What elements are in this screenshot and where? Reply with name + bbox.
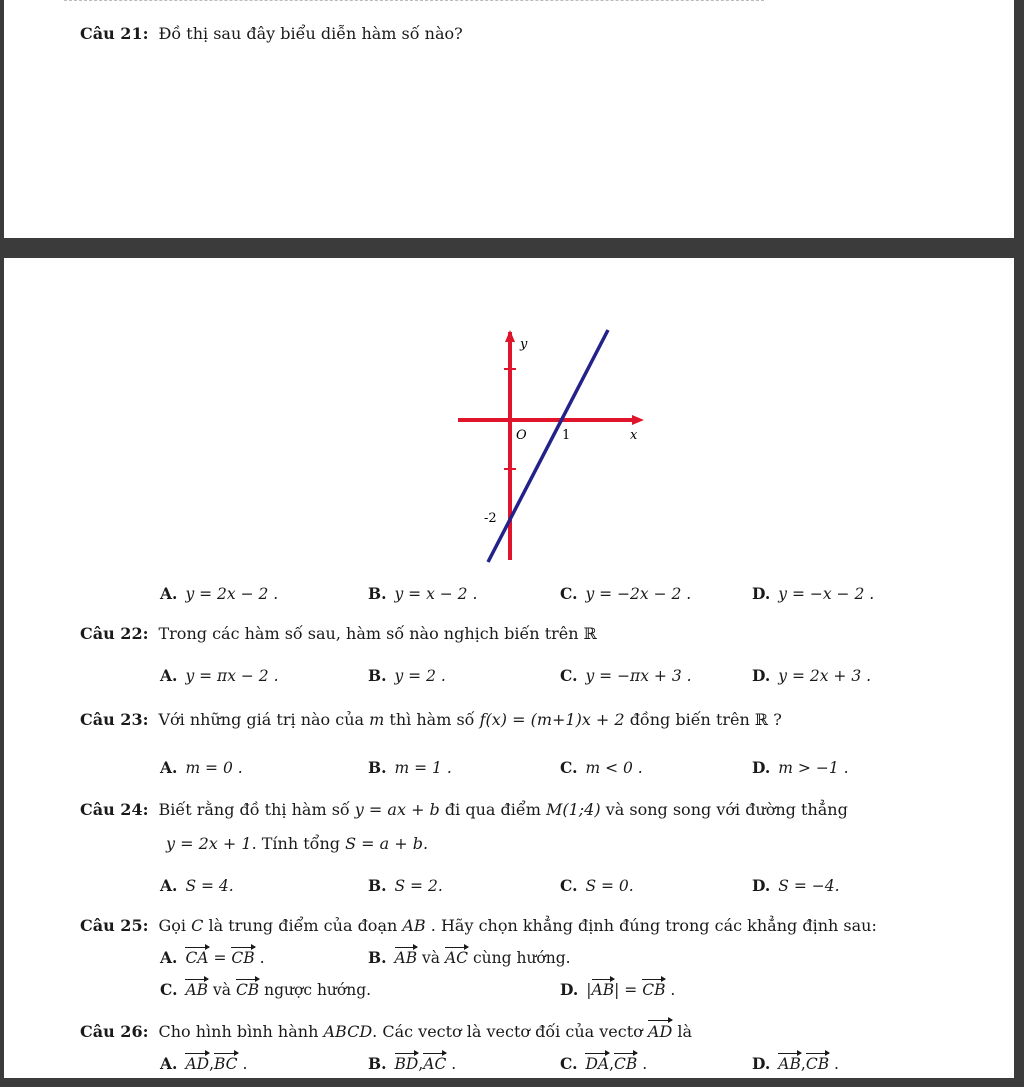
option-value: S = 4. — [185, 877, 234, 895]
question-24-line-2 — [166, 834, 428, 853]
question-25-label: Câu 25: — [80, 916, 149, 935]
option-value: m = 0 . — [185, 759, 243, 777]
option-value: y = 2x + 3 . — [778, 667, 872, 685]
option-key: D. — [752, 584, 771, 603]
question-26-text-a: Cho hình bình hành — [158, 1022, 319, 1041]
option-key: C. — [560, 666, 578, 685]
vector: AC — [423, 1055, 447, 1073]
question-26-label: Câu 26: — [80, 1022, 149, 1041]
option-key: B. — [368, 666, 387, 685]
question-24-point: M(1;4) — [545, 800, 601, 819]
option-value: y = −2x − 2 . — [585, 585, 692, 603]
option-value: y = 2x − 2 . — [185, 585, 279, 603]
question-24-text-c: và song song với đường thẳng — [605, 800, 848, 819]
equals: = — [213, 949, 227, 967]
question-25-text-c: . Hãy chọn khẳng định đúng trong các khẳng định sau: — [430, 916, 877, 935]
option-end: cùng hướng. — [472, 949, 571, 967]
q26-option-c[interactable]: C. DA,CB . — [560, 1054, 648, 1073]
vector: CA — [185, 949, 209, 967]
option-key: B. — [368, 1054, 387, 1073]
option-value: m > −1 . — [778, 759, 849, 777]
question-21 — [80, 24, 463, 43]
q21-option-a[interactable] — [160, 584, 278, 603]
option-key: A. — [160, 666, 178, 685]
question-24-text-b: đi qua điểm — [444, 800, 541, 819]
question-24-line2-text: . Tính tổng — [251, 834, 340, 853]
question-22-text: Trong các hàm số sau, hàm số nào nghịch biến trên ℝ — [158, 624, 597, 643]
page-top-edge — [64, 0, 764, 3]
question-24-label: Câu 24: — [80, 800, 149, 819]
question-25-segment: AB — [402, 916, 426, 935]
q26-option-b[interactable]: B. BD,AC . — [368, 1054, 457, 1073]
q21-option-b[interactable] — [368, 584, 477, 603]
q24-option-d[interactable] — [752, 876, 840, 895]
q21-option-d[interactable] — [752, 584, 874, 603]
x-intercept-label: 1 — [562, 428, 571, 443]
q24-option-a[interactable] — [160, 876, 234, 895]
question-24 — [80, 800, 848, 819]
q23-option-d[interactable] — [752, 758, 849, 777]
page-main — [4, 258, 1014, 1078]
option-value: m < 0 . — [585, 759, 643, 777]
option-value: y = πx − 2 . — [185, 667, 279, 685]
q25-option-d[interactable]: D. |AB| = CB . — [560, 980, 676, 999]
page-top — [4, 0, 1014, 238]
option-end: ngược hướng. — [264, 981, 372, 999]
y-axis-label: y — [520, 337, 528, 352]
option-value: y = 2 . — [394, 667, 446, 685]
option-mid: và — [422, 949, 441, 967]
option-key: A. — [160, 584, 178, 603]
x-axis-arrow — [632, 415, 644, 425]
vector: BD — [394, 1055, 419, 1073]
option-key: B. — [368, 948, 387, 967]
function-graph — [444, 326, 664, 566]
y-intercept-label: -2 — [484, 511, 497, 526]
q26-option-d[interactable]: D. AB,CB . — [752, 1054, 839, 1073]
option-key: D. — [560, 980, 579, 999]
q24-option-b[interactable] — [368, 876, 443, 895]
option-key: C. — [560, 1054, 578, 1073]
question-24-line-equation: y = 2x + 1 — [166, 834, 252, 853]
q21-option-c[interactable] — [560, 584, 691, 603]
option-key: D. — [752, 666, 771, 685]
question-24-function: y = ax + b — [354, 800, 440, 819]
question-21-label: Câu 21: — [80, 24, 149, 43]
question-26-text-b: . Các vectơ là vectơ đối của vectơ — [372, 1022, 643, 1041]
option-key: C. — [160, 980, 178, 999]
question-26-text-c: là — [677, 1022, 693, 1041]
question-23 — [80, 710, 782, 729]
question-25 — [80, 916, 877, 935]
option-key: D. — [752, 876, 771, 895]
question-23-function: f(x) = (m+1)x + 2 — [479, 710, 625, 729]
equals: = — [624, 981, 638, 999]
vector: AB — [591, 981, 615, 999]
vector: CB — [642, 981, 666, 999]
question-23-text-c: đồng biến trên ℝ ? — [629, 710, 782, 729]
q26-option-a[interactable]: A. AD,BC . — [160, 1054, 248, 1073]
vector: AB — [185, 981, 209, 999]
q22-option-a[interactable] — [160, 666, 279, 685]
option-value: y = −x − 2 . — [778, 585, 875, 603]
question-26-shape: ABCD — [323, 1022, 373, 1041]
function-line — [488, 330, 608, 562]
question-25-text-b: là trung điểm của đoạn — [208, 916, 398, 935]
option-key: A. — [160, 758, 178, 777]
vector: CB — [805, 1055, 830, 1073]
option-key: B. — [368, 584, 387, 603]
question-24-text-a: Biết rằng đồ thị hàm số — [158, 800, 350, 819]
question-23-label: Câu 23: — [80, 710, 149, 729]
vector: AB — [394, 949, 418, 967]
question-25-var: C — [191, 916, 204, 935]
vector: CB — [614, 1055, 638, 1073]
option-key: D. — [752, 1054, 771, 1073]
option-end: . — [670, 981, 676, 999]
vector: AB — [778, 1055, 801, 1073]
vector: AD — [647, 1022, 673, 1041]
x-axis-label: x — [630, 428, 638, 443]
vector: CB — [231, 949, 255, 967]
option-key: A. — [160, 948, 178, 967]
vector: AC — [444, 949, 469, 967]
vector: DA — [585, 1055, 610, 1073]
question-23-text-a: Với những giá trị nào của — [158, 710, 365, 729]
question-23-var: m — [369, 710, 385, 729]
option-value: y = −πx + 3 . — [585, 667, 692, 685]
q25-option-c[interactable] — [160, 980, 371, 999]
origin-label: O — [516, 428, 527, 443]
q22-option-b[interactable] — [368, 666, 446, 685]
option-key: B. — [368, 876, 387, 895]
option-value: m = 1 . — [394, 759, 452, 777]
question-26 — [80, 1022, 692, 1041]
question-22 — [80, 624, 597, 643]
option-mid: và — [213, 981, 231, 999]
option-key: A. — [160, 1054, 178, 1073]
question-25-text-a: Gọi — [158, 916, 187, 935]
option-end: . — [259, 949, 265, 967]
q23-option-b[interactable] — [368, 758, 452, 777]
question-21-text: Đồ thị sau đây biểu diễn hàm số nào? — [158, 24, 463, 43]
y-axis-arrow — [505, 330, 515, 342]
question-22-label: Câu 22: — [80, 624, 149, 643]
q25-option-b[interactable] — [368, 948, 571, 967]
option-key: A. — [160, 876, 178, 895]
option-value: S = 0. — [585, 877, 634, 895]
option-value: S = −4. — [778, 877, 840, 895]
q23-option-c[interactable] — [560, 758, 643, 777]
q25-option-a[interactable] — [160, 948, 265, 967]
question-23-text-b: thì hàm số — [389, 710, 475, 729]
option-key: C. — [560, 876, 578, 895]
option-key: B. — [368, 758, 387, 777]
vector: BC — [214, 1055, 238, 1073]
vector: AD — [185, 1055, 210, 1073]
q22-option-c[interactable] — [560, 666, 692, 685]
q22-option-d[interactable] — [752, 666, 871, 685]
option-value: y = x − 2 . — [394, 585, 478, 603]
option-key: C. — [560, 584, 578, 603]
option-key: D. — [752, 758, 771, 777]
q24-option-c[interactable] — [560, 876, 634, 895]
option-value: S = 2. — [394, 877, 443, 895]
q23-option-a[interactable] — [160, 758, 243, 777]
vector: CB — [235, 981, 260, 999]
option-key: C. — [560, 758, 578, 777]
question-24-sum: S = a + b. — [345, 834, 429, 853]
